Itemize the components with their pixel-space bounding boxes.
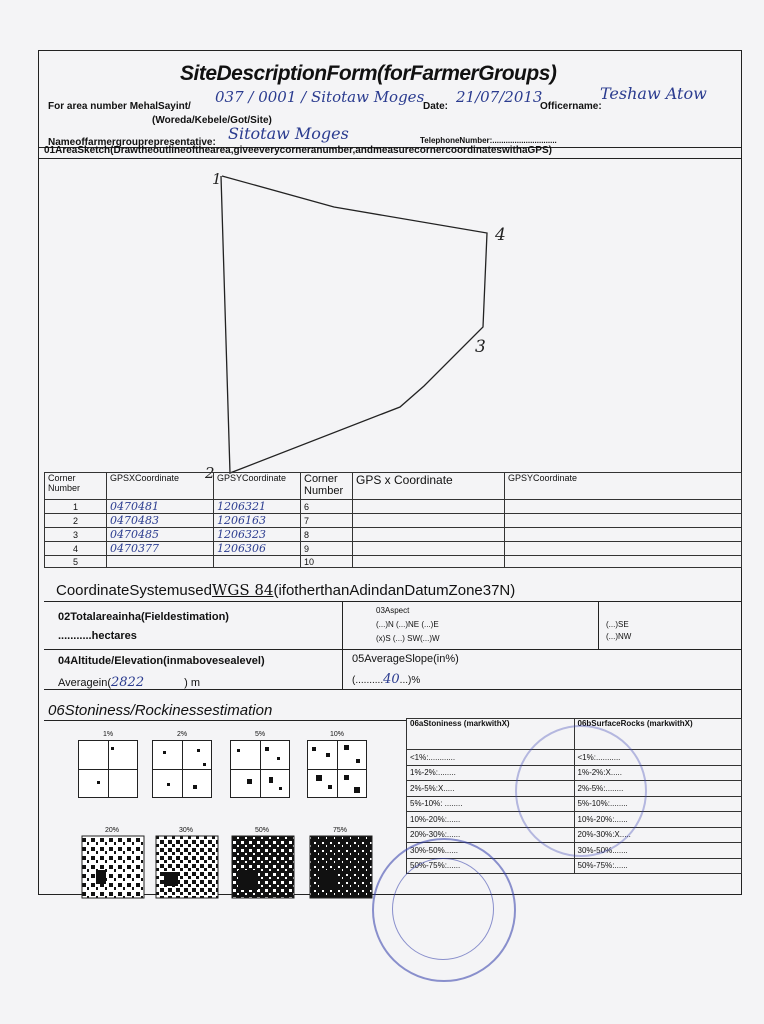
table-row: 50%-75%:...... 50%-75%:...... (407, 858, 742, 874)
area-sketch-label: 01AreaSketch(Drawtheoutlineofthearea,giveeverycorneranumber,andmeasurecornercoordinateswithaGPS) (44, 145, 552, 156)
table-row: 20%-30%:...... 20%-30%:X..... (407, 827, 742, 843)
stoniness-title: 06Stoniness/Rockinessestimation (48, 702, 273, 719)
stoniness-sample-75 (310, 836, 372, 898)
stoniness-sample-20 (82, 836, 144, 898)
stoniness-pct-30: 30% (178, 827, 193, 834)
table-row: <1%:............ <1%:........... (407, 750, 742, 766)
aspect-options-1: (...)N (...)NE (...)E (376, 620, 439, 629)
total-area-label: 02Totalareainha(Fieldestimation) (58, 611, 229, 623)
table-row: 2 0470483 1206163 7 (45, 514, 742, 528)
stoniness-sample-30 (156, 836, 218, 898)
corner-label-2: 2 (205, 464, 215, 482)
corner-label-1: 1 (212, 170, 222, 188)
stoniness-pct-50: 50% (254, 827, 269, 834)
officer-label: Officername: (540, 101, 602, 112)
aspect-options-2: (x)S (...) SW(...)W (376, 634, 440, 643)
col-corner-number: Corner Number (45, 473, 107, 500)
slope-value: (..........40...)% (352, 672, 421, 687)
col-gps-y-2: GPSYCoordinate (505, 473, 742, 500)
woreda-label: (Woreda/Kebele/Got/Site) (152, 115, 272, 126)
col-surface-rocks: 06bSurfaceRocks (markwithX) (574, 719, 742, 750)
col-stoniness: 06aStoniness (markwithX) (407, 719, 575, 750)
official-stamp (372, 838, 516, 982)
table-row: 4 0470377 1206306 9 (45, 542, 742, 556)
aspect-label: 03Aspect (376, 606, 410, 615)
corner-label-4: 4 (495, 225, 506, 245)
table-row: 3 0470485 1206323 8 (45, 528, 742, 542)
officer-value: Teshaw Atow (600, 84, 707, 103)
official-stamp-faded (515, 725, 647, 857)
corner-label-3: 3 (475, 337, 486, 357)
representative-label: Nameoffarmergrouprepresentative: (48, 137, 216, 148)
table-row: 1%-2%:........ 1%-2%:X..... (407, 765, 742, 781)
stoniness-pct-5: 5% (254, 731, 266, 738)
col-gps-y: GPSYCoordinate (214, 473, 301, 500)
table-row: 5%-10%: ........ 5%-10%:........ (407, 796, 742, 812)
stoniness-pct-10: 10% (329, 731, 344, 738)
table-row: 30%-50%...... 30%-50%....... (407, 843, 742, 859)
stoniness-pct-1: 1% (102, 731, 114, 738)
stoniness-pct-75: 75% (332, 827, 347, 834)
stoniness-pct-2: 2% (176, 731, 188, 738)
col-gps-x-2: GPS x Coordinate (353, 473, 505, 500)
form-title: SiteDescriptionForm(forFarmerGroups) (180, 62, 557, 85)
table-row: 2%-5%:X..... 2%-5%:........ (407, 781, 742, 797)
table-row: 1 0470481 1206321 6 (45, 500, 742, 514)
date-label: Date: (423, 101, 449, 112)
col-corner-number-2: Corner Number (301, 473, 353, 500)
stoniness-pct-20: 20% (104, 827, 119, 834)
altitude-average: Averagein(2822 ) m (58, 675, 200, 690)
aspect-options-3: (...)SE (606, 620, 629, 629)
slope-label: 05AverageSlope(in%) (352, 653, 459, 665)
aspect-options-4: (...)NW (606, 632, 632, 641)
table-row: 5 10 (45, 556, 742, 568)
coordinate-system: CoordinateSystemusedWGS 84(ifotherthanAdindanDatumZone37N) (56, 581, 516, 599)
col-gps-x: GPSXCoordinate (107, 473, 214, 500)
area-number-value: 037 / 0001 / Sitotaw Moges (215, 88, 425, 106)
representative-value: Sitotaw Moges (228, 124, 349, 143)
area-number-label: For area number MehalSayint/ (48, 101, 191, 112)
table-row: 10%-20%:...... 10%-20%:...... (407, 812, 742, 828)
altitude-label: 04Altitude/Elevation(inmabovesealevel) (58, 655, 265, 667)
date-value: 21/07/2013 (456, 88, 543, 106)
telephone-label: TelephoneNumber:............................. (420, 136, 557, 145)
total-area-unit: ...........hectares (58, 630, 137, 642)
